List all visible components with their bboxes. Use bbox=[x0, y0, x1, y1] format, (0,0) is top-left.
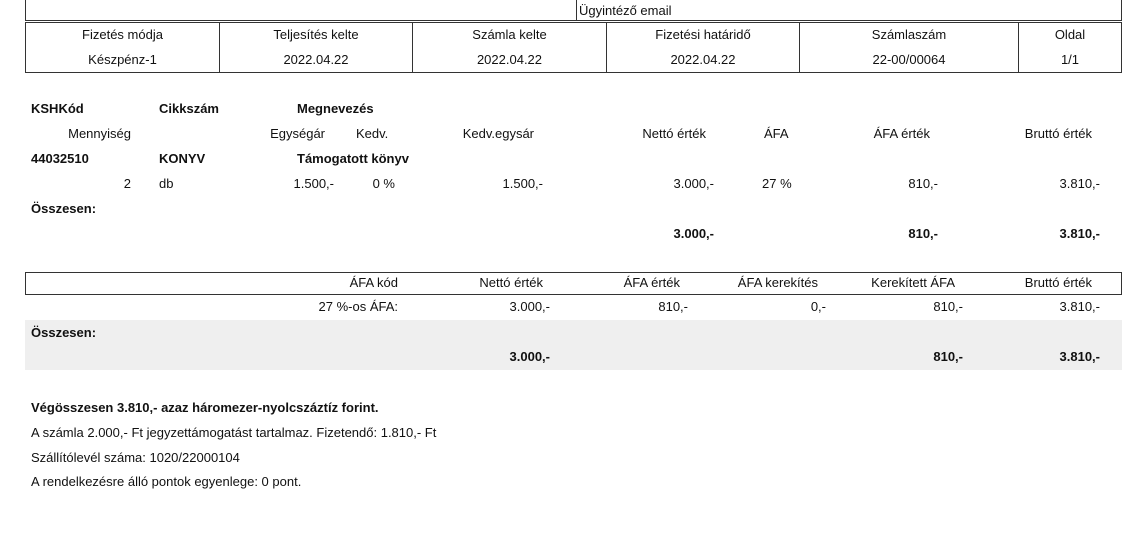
agent-email-box bbox=[25, 0, 1122, 21]
col-discount: Kedv. bbox=[356, 126, 389, 141]
item-sku: KONYV bbox=[159, 151, 206, 166]
payment-method-label: Fizetés módja bbox=[82, 27, 163, 42]
item-gross-value: 3.810,- bbox=[1059, 176, 1100, 191]
item-vat-value: 810,- bbox=[908, 176, 938, 191]
points-note: A rendelkezésre álló pontok egyenlege: 0 pont. bbox=[31, 474, 302, 489]
divider bbox=[576, 0, 577, 20]
invoice-date-cell bbox=[413, 23, 606, 72]
invoice-date-value: 2022.04.22 bbox=[476, 52, 543, 67]
col-vat: ÁFA bbox=[764, 126, 789, 141]
invoice-info-table bbox=[25, 22, 1122, 73]
due-date-value: 2022.04.22 bbox=[670, 52, 736, 67]
vat-summary-header bbox=[25, 272, 1122, 295]
fulfilment-date-label: Teljesítés kelte bbox=[273, 27, 359, 42]
grand-total-text: Végösszesen 3.810,- azaz háromezer-nyolcszáztíz forint. bbox=[31, 400, 379, 415]
item-vat-rate: 27 % bbox=[762, 176, 792, 191]
invoice-date-label: Számla kelte bbox=[472, 27, 547, 42]
vat-col-gross: Bruttó érték bbox=[1024, 275, 1092, 290]
col-vat-value: ÁFA érték bbox=[873, 126, 930, 141]
vat-row-code: 27 %-os ÁFA: bbox=[318, 299, 398, 314]
payment-method-value: Készpénz-1 bbox=[88, 52, 157, 67]
col-name: Megnevezés bbox=[297, 101, 374, 116]
invoice-number-value: 22-00/00064 bbox=[872, 52, 946, 67]
item-ksh-code: 44032510 bbox=[31, 151, 89, 166]
vat-col-net: Nettó érték bbox=[479, 275, 543, 290]
due-date-label: Fizetési határidő bbox=[655, 27, 751, 42]
items-total-gross: 3.810,- bbox=[1059, 226, 1100, 241]
delivery-note: Szállítólevél száma: 1020/22000104 bbox=[31, 450, 240, 465]
page-label: Oldal bbox=[1054, 27, 1086, 42]
payment-method-cell bbox=[26, 23, 219, 72]
col-net-value: Nettó érték bbox=[642, 126, 706, 141]
invoice-number-label: Számlaszám bbox=[871, 27, 947, 42]
col-unit-price: Egységár bbox=[270, 126, 325, 141]
items-total-label: Összesen: bbox=[31, 201, 97, 216]
item-quantity: 2 bbox=[123, 176, 131, 191]
vat-row-rounded-vat: 810,- bbox=[933, 299, 963, 314]
items-total-net: 3.000,- bbox=[673, 226, 714, 241]
agent-email-label: Ügyintéző email bbox=[579, 3, 672, 18]
col-ksh-code: KSHKód bbox=[31, 101, 84, 116]
col-discounted-unit-price: Kedv.egysár bbox=[462, 126, 534, 141]
vat-col-rounded-vat: Kerekített ÁFA bbox=[871, 275, 955, 290]
item-name: Támogatott könyv bbox=[297, 151, 409, 166]
vat-total-net: 3.000,- bbox=[509, 349, 550, 364]
fulfilment-date-cell bbox=[220, 23, 412, 72]
vat-col-rounding: ÁFA kerekítés bbox=[737, 275, 818, 290]
vat-row-net: 3.000,- bbox=[509, 299, 550, 314]
subsidy-note: A számla 2.000,- Ft jegyzettámogatást tartalmaz. Fizetendő: 1.810,- Ft bbox=[31, 425, 437, 440]
col-quantity: Mennyiség bbox=[68, 126, 131, 141]
item-net-value: 3.000,- bbox=[673, 176, 714, 191]
due-date-cell bbox=[607, 23, 799, 72]
vat-row-rounding: 0,- bbox=[810, 299, 826, 314]
col-sku: Cikkszám bbox=[159, 101, 219, 116]
item-unit-price: 1.500,- bbox=[293, 176, 334, 191]
page-cell bbox=[1019, 23, 1121, 72]
fulfilment-date-value: 2022.04.22 bbox=[283, 52, 349, 67]
col-gross-value: Bruttó érték bbox=[1024, 126, 1092, 141]
item-discount: 0 % bbox=[372, 176, 395, 191]
vat-total-rounded-vat: 810,- bbox=[933, 349, 963, 364]
item-discounted-unit-price: 1.500,- bbox=[502, 176, 543, 191]
page-value: 1/1 bbox=[1060, 52, 1080, 67]
vat-row-gross: 3.810,- bbox=[1059, 299, 1100, 314]
vat-col-vat-value: ÁFA érték bbox=[623, 275, 680, 290]
vat-total-label: Összesen: bbox=[31, 325, 97, 340]
item-unit: db bbox=[159, 176, 174, 191]
vat-row-vat-value: 810,- bbox=[658, 299, 688, 314]
invoice-number-cell bbox=[800, 23, 1018, 72]
items-total-vat-value: 810,- bbox=[908, 226, 938, 241]
vat-col-code: ÁFA kód bbox=[349, 275, 398, 290]
vat-total-gross: 3.810,- bbox=[1059, 349, 1100, 364]
